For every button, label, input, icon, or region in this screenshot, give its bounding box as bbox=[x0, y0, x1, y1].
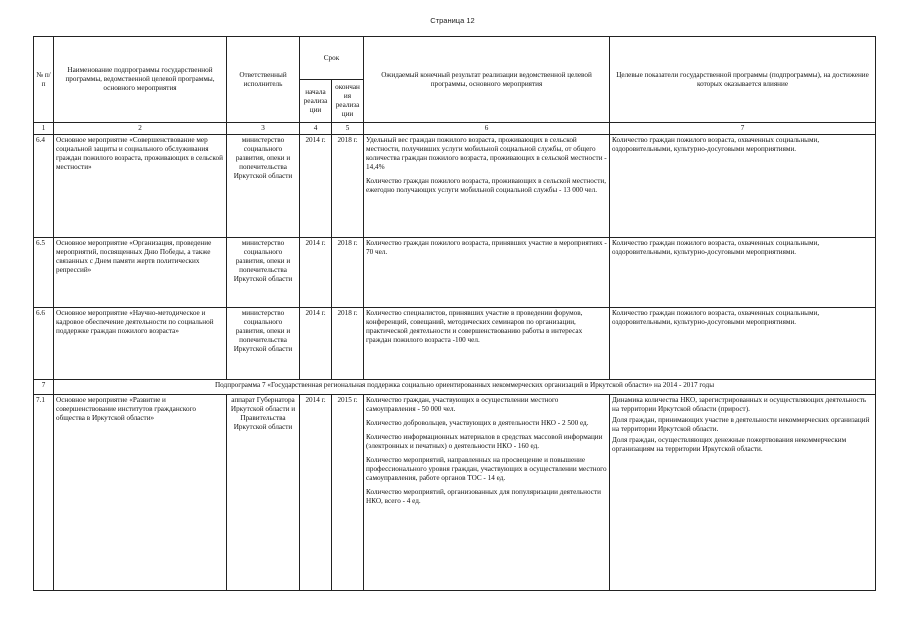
result-item: Количество информационных материалов в средствах массовой информации (электронных и печатных) о деятельности НКО - 160 ед. bbox=[366, 433, 603, 450]
indicator-item: Количество граждан пожилого возраста, охваченных социальными, оздоровительными, культурно-досуговыми мероприятиями. bbox=[612, 239, 820, 256]
row-results bbox=[364, 238, 610, 308]
result-item: Удельный вес граждан пожилого возраста, проживающих в сельской местности, получивших услуги мобильной социальной службы, от общего количества граждан пожилого возраста, проживающих в сельской местности - 14,4% bbox=[366, 136, 607, 171]
row-end: 2018 г. bbox=[332, 308, 364, 380]
col-number: 3 bbox=[227, 123, 300, 135]
table-row bbox=[34, 308, 876, 380]
subprogram-row bbox=[34, 380, 876, 395]
row-name: Основное мероприятие «Развитие и совершенствование институтов гражданского общества в Иркутской области» bbox=[54, 395, 227, 591]
indicator-item: Количество граждан пожилого возраста, охваченных социальными, оздоровительными, культурно-досуговыми мероприятиями. bbox=[612, 136, 820, 153]
header-result: Ожидаемый конечный результат реализации ведомственной целевой программы, основного мероприятия bbox=[364, 37, 610, 123]
row-name: Основное мероприятие «Научно-методическое и кадровое обеспечение деятельности по социальной поддержке граждан пожилого возраста» bbox=[54, 308, 227, 380]
header-name: Наименование подпрограммы государственной программы, ведомственной целевой программы, основного мероприятия bbox=[54, 37, 227, 123]
row-start: 2014 г. bbox=[300, 395, 332, 591]
header-responsible: Ответственный исполнитель bbox=[227, 37, 300, 123]
program-table bbox=[33, 36, 876, 591]
col-number: 2 bbox=[54, 123, 227, 135]
col-number: 6 bbox=[364, 123, 610, 135]
indicator-item: Динамика количества НКО, зарегистрированных и осуществляющих деятельность на территории Иркутской области (прирост). bbox=[612, 396, 867, 413]
column-number-row bbox=[34, 123, 876, 135]
result-item: Количество мероприятий, направленных на просвещение и повышение профессионального уровня граждан, участвующих в осуществлении местного самоуправления, работе органов ТОС - 14 ед. bbox=[366, 456, 607, 482]
result-item: Количество граждан пожилого возраста, принявших участие в мероприятиях - 70 чел. bbox=[366, 239, 607, 256]
row-responsible: министерство социального развития, опеки и попечительства Иркутской области bbox=[227, 135, 300, 238]
subprogram-num: 7 bbox=[34, 380, 54, 395]
subprogram-title: Подпрограмма 7 «Государственная региональная поддержка социально ориентированных некоммерческих организаций в Иркутской области» на 2014 - 2017 годы bbox=[54, 380, 876, 395]
row-end: 2018 г. bbox=[332, 238, 364, 308]
row-num: 6.5 bbox=[34, 238, 54, 308]
row-responsible: аппарат Губернатора Иркутской области и Правительства Иркутской области bbox=[227, 395, 300, 591]
header-num: № п/п bbox=[34, 37, 54, 123]
col-number: 4 bbox=[300, 123, 332, 135]
col-number: 7 bbox=[610, 123, 876, 135]
row-results bbox=[364, 135, 610, 238]
row-indicators bbox=[610, 238, 876, 308]
row-indicators bbox=[610, 308, 876, 380]
row-indicators bbox=[610, 395, 876, 591]
indicator-item: Количество граждан пожилого возраста, охваченных социальными, оздоровительными, культурно-досуговыми мероприятиями. bbox=[612, 309, 820, 326]
result-item: Количество добровольцев, участвующих в деятельности НКО - 2 500 ед. bbox=[366, 419, 589, 427]
row-name: Основное мероприятие «Организация, проведение мероприятий, посвященных Дню Победы, а также связанных с Днем памяти жертв политических репрессий» bbox=[54, 238, 227, 308]
table-row bbox=[34, 238, 876, 308]
row-start: 2014 г. bbox=[300, 238, 332, 308]
table-row bbox=[34, 135, 876, 238]
header-indicators: Целевые показатели государственной программы (подпрограммы), на достижение которых оказывается влияние bbox=[610, 37, 876, 123]
row-start: 2014 г. bbox=[300, 308, 332, 380]
row-num: 6.6 bbox=[34, 308, 54, 380]
row-end: 2015 г. bbox=[332, 395, 364, 591]
header-term-start: начала реализа ции bbox=[300, 80, 332, 123]
row-results bbox=[364, 395, 610, 591]
page-number-label: Страница 12 bbox=[430, 16, 475, 25]
row-start: 2014 г. bbox=[300, 135, 332, 238]
result-item: Количество специалистов, принявших участие в проведении форумов, конференций, совещаний, методических семинаров по организации, практической деятельности и совершенствованию работы в интересах граждан пожилого возраста -100 чел. bbox=[366, 309, 583, 344]
indicator-item: Доля граждан, осуществляющих денежные пожертвования некоммерческим организациям на территории Иркутской области. bbox=[612, 436, 847, 453]
row-name: Основное мероприятие «Совершенствование мер социальной защиты и социального обслуживания граждан пожилого возраста, проживающих в сельской местности» bbox=[54, 135, 227, 238]
result-item: Количество мероприятий, организованных для популяризации деятельности НКО, всего - 4 ед. bbox=[366, 488, 601, 505]
header-term: Срок bbox=[300, 37, 364, 80]
row-num: 7.1 bbox=[34, 395, 54, 591]
row-responsible: министерство социального развития, опеки и попечительства Иркутской области bbox=[227, 308, 300, 380]
col-number: 5 bbox=[332, 123, 364, 135]
row-indicators bbox=[610, 135, 876, 238]
indicator-item: Доля граждан, принимающих участие в деятельности некоммерческих организаций на территории Иркутской области. bbox=[612, 416, 870, 433]
row-end: 2018 г. bbox=[332, 135, 364, 238]
result-item: Количество граждан, участвующих в осуществлении местного самоуправления - 50 000 чел. bbox=[366, 396, 559, 413]
row-results bbox=[364, 308, 610, 380]
col-number: 1 bbox=[34, 123, 54, 135]
row-num: 6.4 bbox=[34, 135, 54, 238]
table-row bbox=[34, 395, 876, 591]
header-term-end: окончан ия реализа ции bbox=[332, 80, 364, 123]
program-table-container bbox=[33, 36, 876, 591]
row-responsible: министерство социального развития, опеки и попечительства Иркутской области bbox=[227, 238, 300, 308]
result-item: Количество граждан пожилого возраста, проживающих в сельской местности, ежегодно получающих услуги мобильной социальной службы - 13 000 чел. bbox=[366, 177, 607, 194]
